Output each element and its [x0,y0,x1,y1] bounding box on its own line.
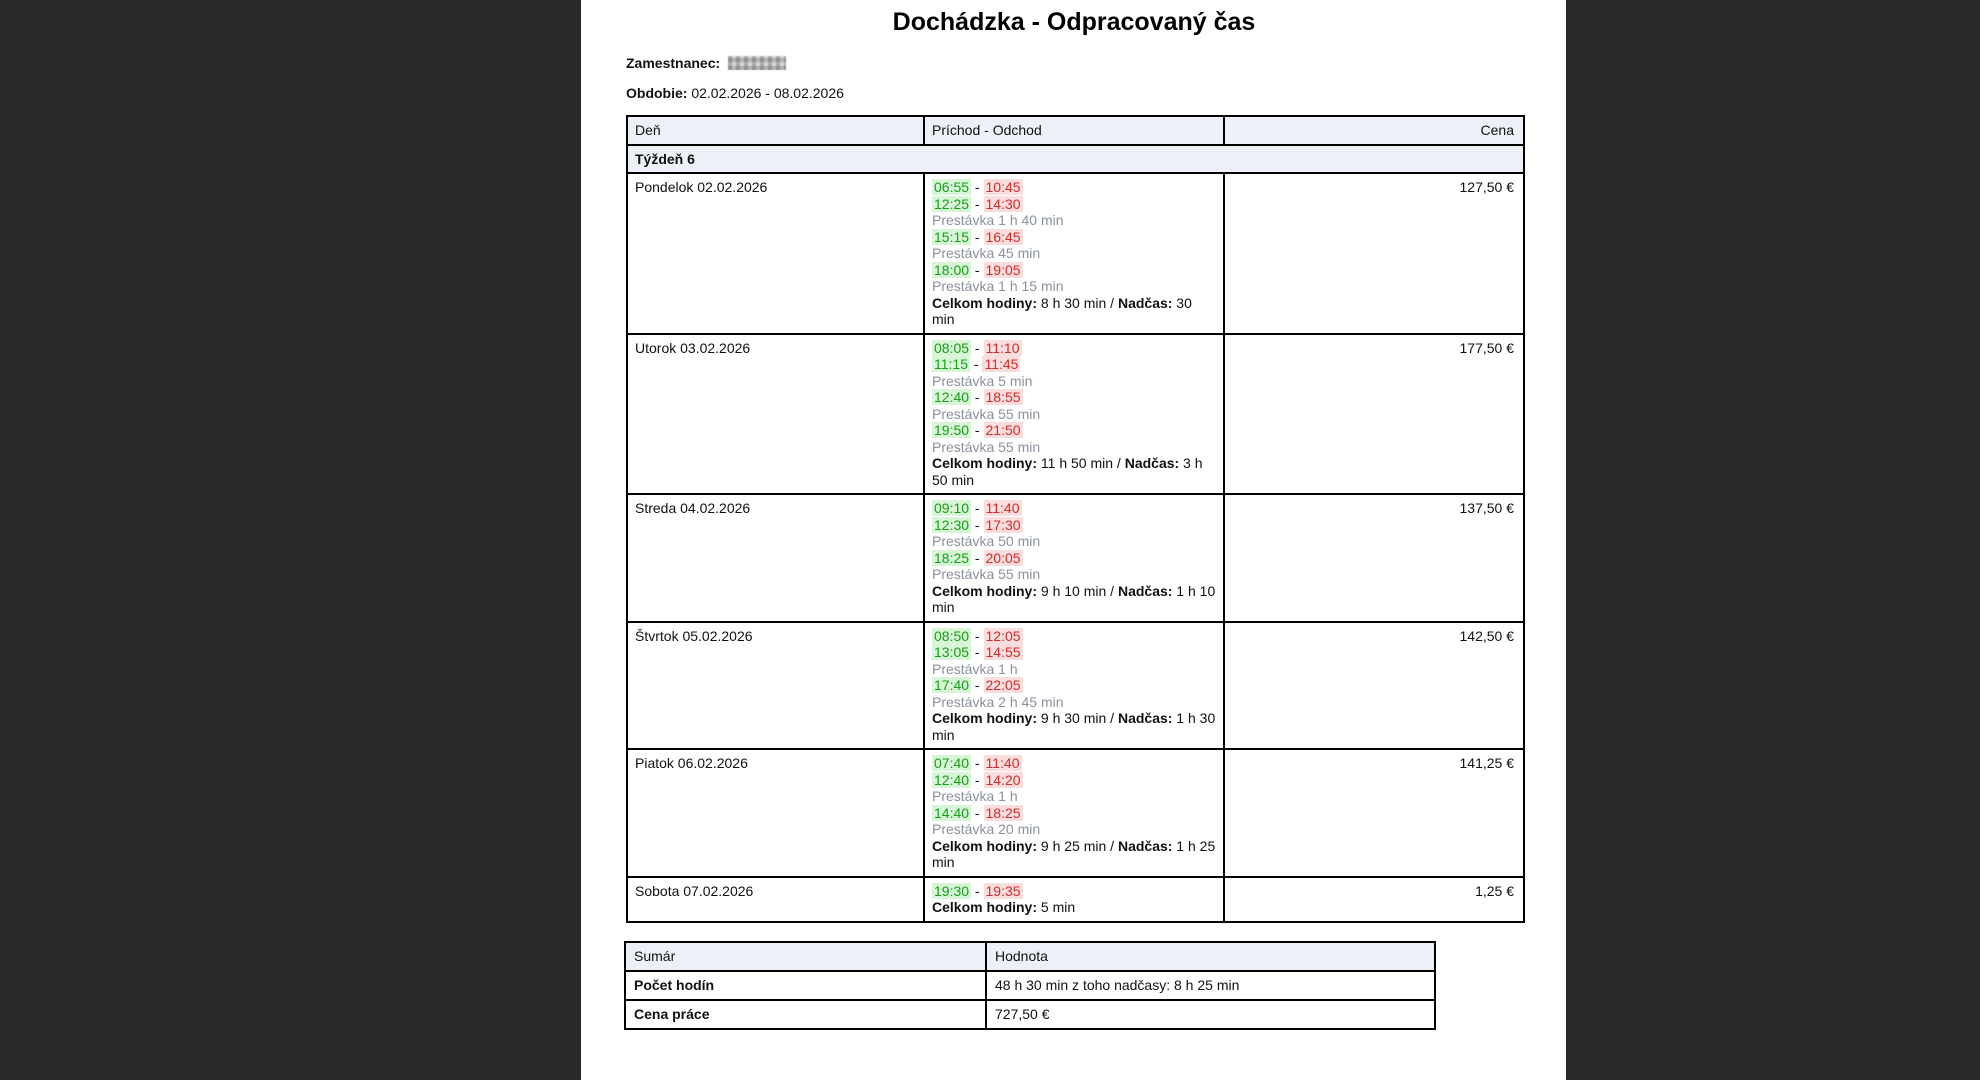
end-time: 18:25 [985,804,1021,821]
end-time: 17:30 [985,516,1021,533]
work-interval: 07:40 - 11:40 [934,755,1020,771]
end-time: 12:05 [985,627,1021,644]
start-time: 19:30 [934,882,970,899]
work-interval: 09:10 - 11:40 [934,500,1020,516]
start-time: 13:05 [934,644,970,660]
summary-rows [625,971,1435,1029]
start-time: 14:40 [934,804,970,821]
daily-total: Celkom hodiny: 8 h 30 min / Nadčas: 30 min [932,294,1192,327]
break-label: Prestávka 20 min [932,821,1041,837]
period-label: Obdobie: [626,85,688,101]
price-cell: 141,25 € [1224,749,1524,877]
employee-line [626,55,1523,71]
start-time: 12:40 [934,389,970,405]
summary-header-value: Hodnota [986,942,1435,971]
end-time: 11:45 [984,356,1019,372]
week-label: Týždeň 6 [627,145,1524,174]
work-interval: 06:55 - 10:45 [934,179,1021,195]
end-time: 18:55 [985,389,1021,405]
break-label: Prestávka 50 min [932,533,1041,549]
break-label: Prestávka 1 h [932,788,1018,804]
times-cell [924,334,1224,495]
price-cell: 142,50 € [1224,622,1524,750]
start-time: 15:15 [934,228,970,245]
break-label: Prestávka 55 min [932,405,1041,422]
end-time: 14:20 [985,771,1021,788]
summary-label: Cena práce [625,1000,986,1029]
price-cell: 1,25 € [1224,877,1524,922]
price-cell: 127,50 € [1224,173,1524,334]
start-time: 06:55 [934,179,970,195]
attendance-rows [627,173,1524,922]
column-header-price: Cena [1224,116,1524,145]
attendance-day-row [627,622,1524,750]
summary-row [625,1000,1435,1029]
day-cell: Piatok 06.02.2026 [627,749,924,877]
overtime-label: Nadčas: [1117,837,1173,854]
page-title: Dochádzka - Odpracovaný čas [892,8,1256,36]
attendance-day-row [627,749,1524,877]
daily-total: Celkom hodiny: 11 h 50 min / Nadčas: 3 h 50 min [932,455,1203,488]
summary-header-label: Sumár [625,942,986,971]
break-label: Prestávka 45 min [932,245,1041,261]
daily-total: Celkom hodiny: 5 min [932,899,1076,915]
work-interval: 13:05 - 14:55 [934,644,1021,660]
document-page [581,0,1566,1080]
end-time: 21:50 [985,422,1021,438]
end-time: 22:05 [985,677,1021,693]
day-cell: Štvrtok 05.02.2026 [627,622,924,750]
start-time: 07:40 [934,755,970,771]
overtime-label: Nadčas: [1117,710,1173,726]
day-cell: Sobota 07.02.2026 [627,877,924,922]
start-time: 17:40 [934,677,970,693]
start-time: 08:50 [934,627,970,644]
times-cell [924,622,1224,750]
column-header-times: Príchod - Odchod [924,116,1224,145]
summary-row [625,971,1435,1000]
end-time: 16:45 [985,228,1021,245]
summary-value: 48 h 30 min z toho nadčasy: 8 h 25 min [986,971,1435,1000]
break-label: Prestávka 1 h [932,660,1018,677]
start-time: 11:15 [934,356,968,372]
times-cell [924,877,1224,922]
employee-label: Zamestnanec: [626,55,721,71]
end-time: 14:55 [985,644,1021,660]
work-interval: 15:15 - 16:45 [934,228,1021,245]
summary-label: Počet hodín [625,971,986,1000]
start-time: 12:25 [934,195,970,212]
start-time: 18:00 [934,261,970,278]
daily-total: Celkom hodiny: 9 h 30 min / Nadčas: 1 h 30 min [932,710,1216,743]
overtime-label: Nadčas: [1124,455,1180,471]
start-time: 18:25 [934,549,970,566]
end-time: 11:40 [985,500,1020,516]
times-cell [924,749,1224,877]
attendance-day-row [627,494,1524,622]
daily-total-label: Celkom hodiny: [932,294,1038,311]
work-interval: 14:40 - 18:25 [934,804,1021,821]
attendance-day-row [627,877,1524,922]
start-time: 12:30 [934,516,970,533]
daily-total-label: Celkom hodiny: [932,582,1038,599]
work-interval: 12:25 - 14:30 [934,195,1021,212]
end-time: 20:05 [985,549,1021,566]
attendance-table [626,115,1525,923]
break-label: Prestávka 1 h 40 min [932,212,1064,228]
summary-value: 727,50 € [986,1000,1435,1029]
daily-total-label: Celkom hodiny: [932,837,1038,854]
end-time: 11:40 [985,755,1020,771]
end-time: 19:05 [985,261,1021,278]
work-interval: 19:50 - 21:50 [934,422,1021,438]
attendance-day-row [627,334,1524,495]
employee-name-redacted [728,56,786,70]
price-cell: 177,50 € [1224,334,1524,495]
end-time: 10:45 [985,179,1021,195]
start-time: 08:05 [934,339,970,356]
work-interval: 08:05 - 11:10 [934,339,1020,356]
start-time: 09:10 [934,500,970,516]
daily-total-label: Celkom hodiny: [932,899,1038,915]
work-interval: 19:30 - 19:35 [934,882,1021,899]
overtime-label: Nadčas: [1117,294,1173,311]
work-interval: 18:00 - 19:05 [934,261,1021,278]
attendance-day-row [627,173,1524,334]
day-cell: Pondelok 02.02.2026 [627,173,924,334]
summary-table-header [625,942,1435,971]
overtime-label: Nadčas: [1117,582,1173,599]
daily-total-label: Celkom hodiny: [932,710,1038,726]
price-cell: 137,50 € [1224,494,1524,622]
work-interval: 11:15 - 11:45 [934,356,1019,372]
week-row [627,145,1524,174]
work-interval: 12:40 - 18:55 [934,389,1021,405]
break-label: Prestávka 5 min [932,372,1033,389]
break-label: Prestávka 1 h 15 min [932,278,1064,294]
end-time: 19:35 [985,882,1021,899]
attendance-table-header [627,116,1524,145]
break-label: Prestávka 2 h 45 min [932,693,1064,710]
break-label: Prestávka 55 min [932,566,1041,582]
start-time: 12:40 [934,771,970,788]
daily-total-label: Celkom hodiny: [932,455,1038,471]
daily-total: Celkom hodiny: 9 h 25 min / Nadčas: 1 h 25 min [932,837,1216,870]
break-label: Prestávka 55 min [932,438,1041,455]
daily-total: Celkom hodiny: 9 h 10 min / Nadčas: 1 h 10 min [932,582,1216,615]
work-interval: 18:25 - 20:05 [934,549,1021,566]
work-interval: 17:40 - 22:05 [934,677,1021,693]
end-time: 11:10 [985,339,1020,356]
day-cell: Utorok 03.02.2026 [627,334,924,495]
times-cell [924,494,1224,622]
times-cell [924,173,1224,334]
summary-table [624,941,1436,1030]
period-line [626,85,1523,101]
end-time: 14:30 [985,195,1021,212]
column-header-day: Deň [627,116,924,145]
work-interval: 12:30 - 17:30 [934,516,1021,533]
period-value: 02.02.2026 - 08.02.2026 [691,85,844,101]
start-time: 19:50 [934,422,970,438]
day-cell: Streda 04.02.2026 [627,494,924,622]
work-interval: 08:50 - 12:05 [934,627,1021,644]
work-interval: 12:40 - 14:20 [934,771,1021,788]
